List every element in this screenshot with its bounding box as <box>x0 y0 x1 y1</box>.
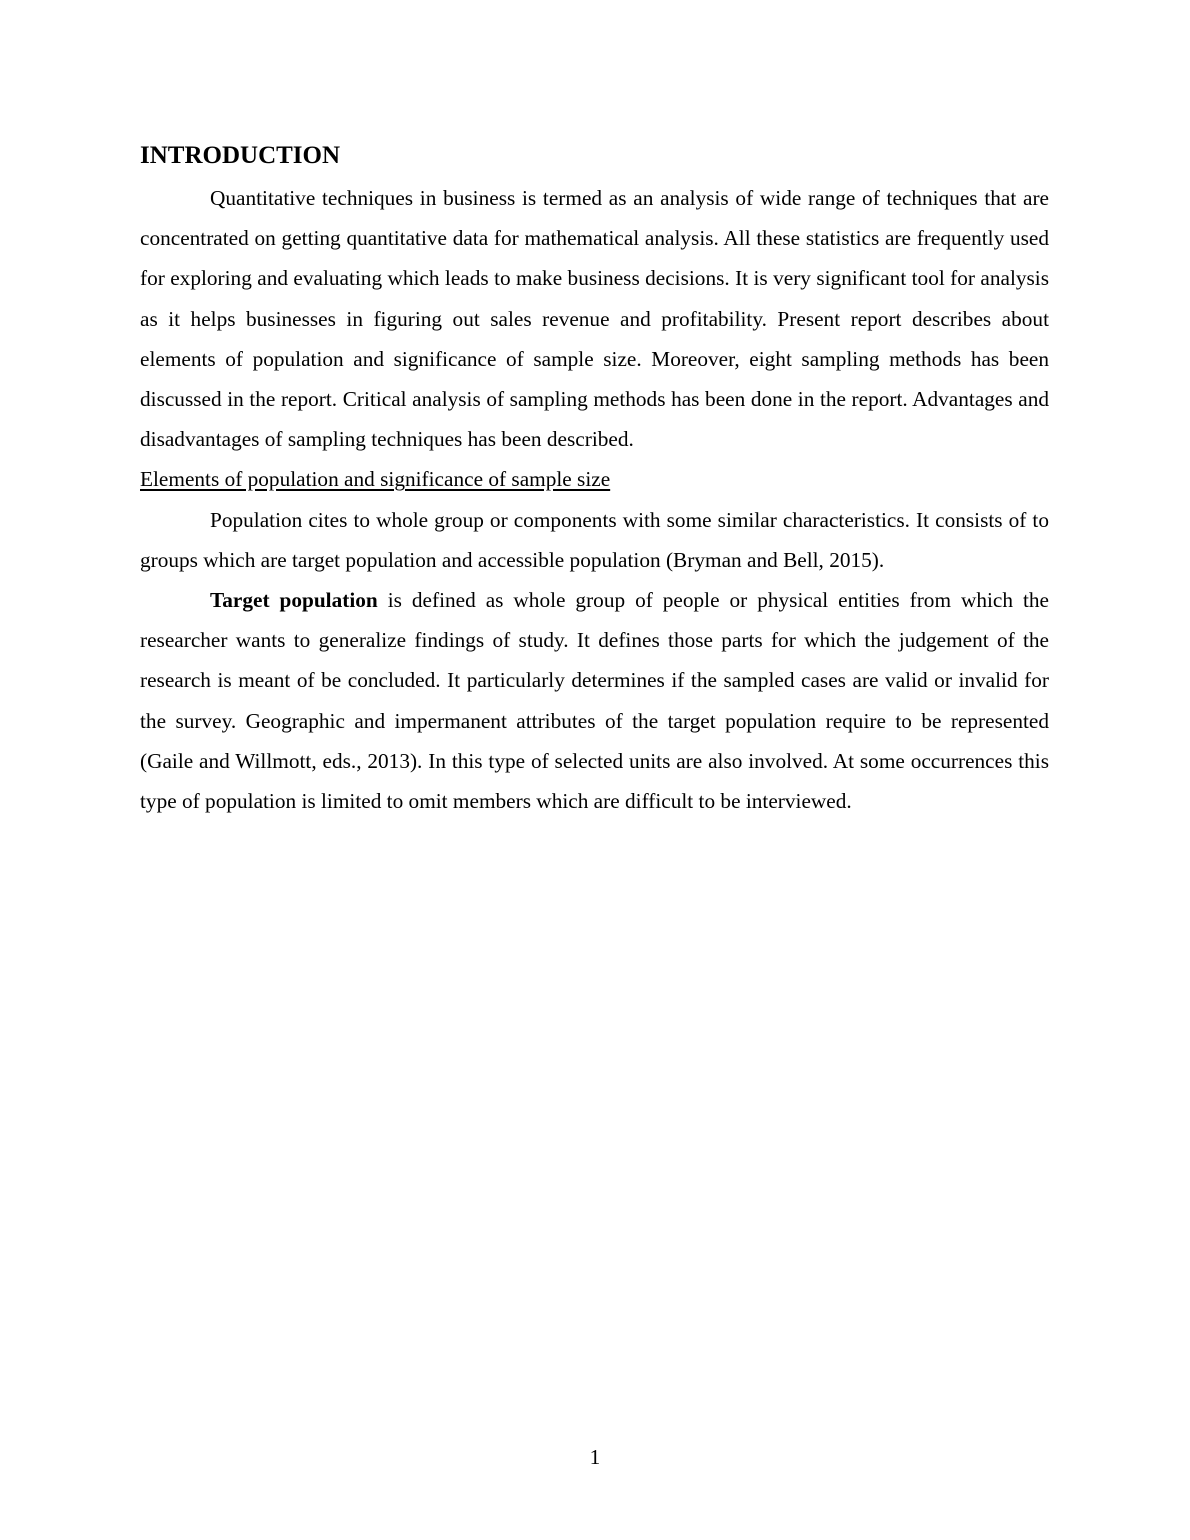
target-population-term: Target population <box>210 588 378 613</box>
target-population-paragraph <box>140 580 1049 821</box>
target-population-text: is defined as whole group of people or physical entities from which the researcher wants to generalize findings of study. It defines those parts for which the judgement of the research is meant of be concluded. It particularly determines if the sampled cases are valid or invalid for the survey. Geographic and impermanent attributes of the target population require to be represented (Gaile and Willmott, eds., 2013). In this type of selected units are also involved. At some occurrences this type of population is limited to omit members which are difficult to be interviewed. <box>140 588 1049 814</box>
page-content <box>140 138 1049 821</box>
introduction-heading: INTRODUCTION <box>140 142 341 169</box>
section-heading-population: Elements of population and significance of sample size <box>140 467 611 492</box>
population-paragraph: Population cites to whole group or components with some similar characteristics. It consists of to groups which are target population and accessible population (Bryman and Bell, 2015). <box>140 507 1049 572</box>
intro-paragraph: Quantitative techniques in business is termed as an analysis of wide range of techniques that are concentrated on getting quantitative data for mathematical analysis. All these statistics are frequently used for exploring and evaluating which leads to make business decisions. It is very significant tool for analysis as it helps businesses in figuring out sales revenue and profitability. Present report describes about elements of population and significance of sample size. Moreover, eight sampling methods has been discussed in the report. Critical analysis of sampling methods has been done in the report. Advantages and disadvantages of sampling techniques has been described. <box>140 186 1049 452</box>
page-number: 1 <box>589 1445 601 1469</box>
